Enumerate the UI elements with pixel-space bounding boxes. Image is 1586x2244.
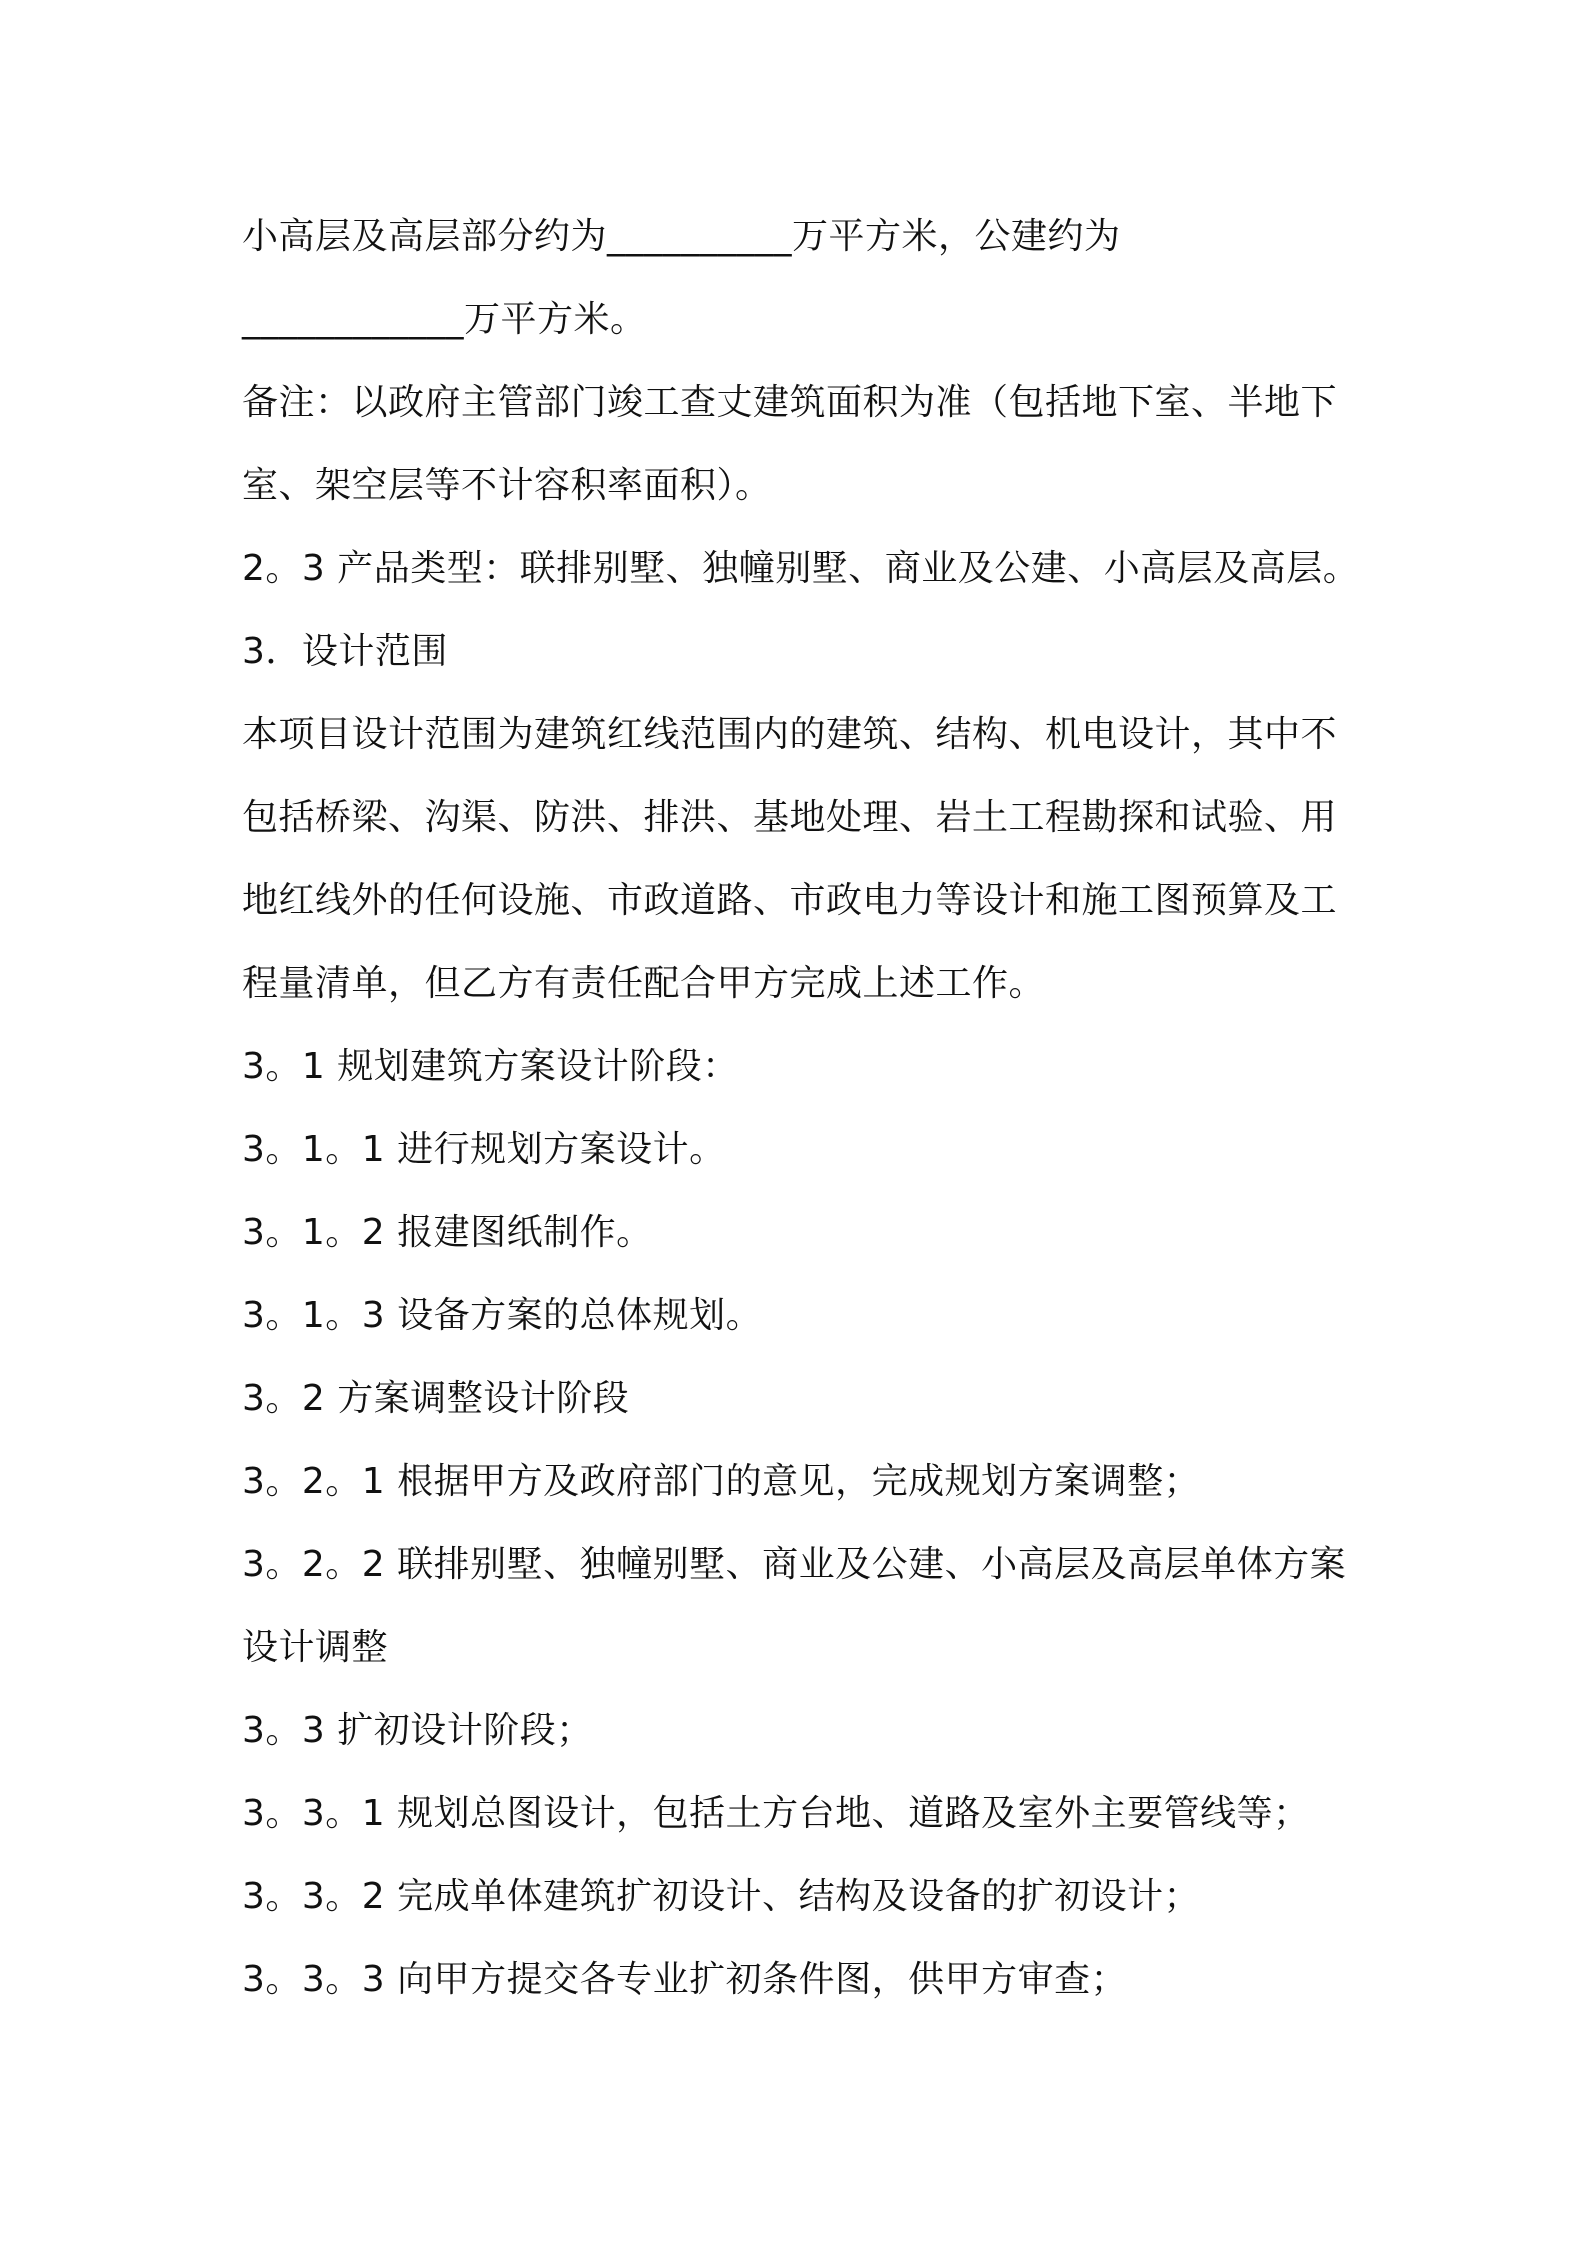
text-line: 3。1。3 设备方案的总体规划。 [242, 1295, 763, 1336]
subsection-heading: 3。1 规划建筑方案设计阶段： [242, 1046, 739, 1087]
subsection-heading: 3。3 扩初设计阶段； [242, 1710, 593, 1751]
text-line: 3。2。2 联排别墅、独幢别墅、商业及公建、小高层及高层单体方案 [242, 1544, 1347, 1585]
section-heading: 3．设计范围 [242, 631, 448, 672]
text-line: 2。3 产品类型：联排别墅、独幢别墅、商业及公建、小高层及高层。 [242, 548, 1360, 589]
text-line: 备注：以政府主管部门竣工查丈建筑面积为准（包括地下室、半地下 [242, 382, 1338, 423]
text-line: ____________万平方米。 [242, 299, 647, 340]
text-line: 设计调整 [242, 1627, 389, 1668]
text-line: 本项目设计范围为建筑红线范围内的建筑、结构、机电设计，其中不 [242, 714, 1338, 755]
text-line: 3。2。1 根据甲方及政府部门的意见，完成规划方案调整； [242, 1461, 1201, 1502]
text-line: 3。3。3 向甲方提交各专业扩初条件图，供甲方审查； [242, 1959, 1128, 2000]
document-body [242, 195, 1362, 2021]
text-line: 包括桥梁、沟渠、防洪、排洪、基地处理、岩土工程勘探和试验、用 [242, 797, 1338, 838]
text-line: 3。1。1 进行规划方案设计。 [242, 1129, 726, 1170]
text-line: 3。1。2 报建图纸制作。 [242, 1212, 653, 1253]
subsection-heading: 3。2 方案调整设计阶段 [242, 1378, 630, 1419]
text-line: 3。3。2 完成单体建筑扩初设计、结构及设备的扩初设计； [242, 1876, 1201, 1917]
text-line: 程量清单，但乙方有责任配合甲方完成上述工作。 [242, 963, 1046, 1004]
text-line: 室、架空层等不计容积率面积）。 [242, 465, 772, 506]
text-line: 小高层及高层部分约为__________万平方米，公建约为 [242, 216, 1121, 257]
text-line: 地红线外的任何设施、市政道路、市政电力等设计和施工图预算及工 [242, 880, 1338, 921]
text-line: 3。3。1 规划总图设计，包括土方台地、道路及室外主要管线等； [242, 1793, 1310, 1834]
